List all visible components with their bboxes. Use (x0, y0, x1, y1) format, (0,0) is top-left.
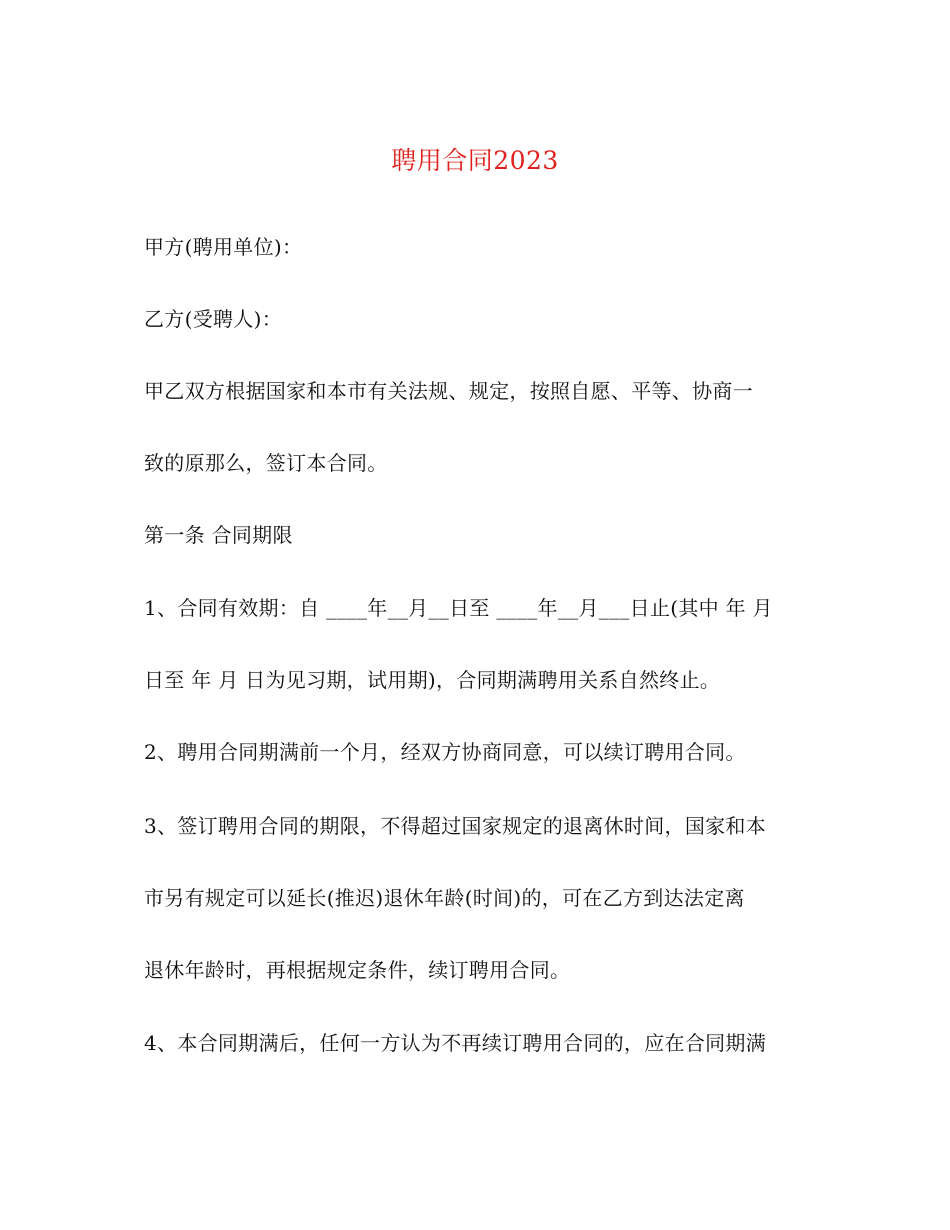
party-b-line: 乙方(受聘人)： (144, 307, 283, 331)
clause-3-line-1: 3、签订聘用合同的期限，不得超过国家规定的退离休时间，国家和本 (144, 814, 767, 838)
intro-line-2: 致的原那么，签订本合同。 (144, 451, 388, 475)
clause-3-line-3: 退休年龄时，再根据规定条件，续订聘用合同。 (144, 958, 571, 982)
intro-line-1: 甲乙双方根据国家和本市有关法规、规定，按照自愿、平等、协商一 (144, 379, 753, 403)
party-a-line: 甲方(聘用单位)： (144, 235, 303, 259)
document-title: 聘用合同2023 (391, 146, 559, 175)
clause-1-line-1: 1、合同有效期：自 ____年__月__日至 ____年__月___日止(其中 年 月 (144, 596, 773, 620)
clause-2-line: 2、聘用合同期满前一个月，经双方协商同意，可以续订聘用合同。 (144, 740, 746, 764)
clause-1-line-2: 日至 年 月 日为见习期，试用期)，合同期满聘用关系自然终止。 (144, 668, 721, 692)
clause-4-line-1: 4、本合同期满后，任何一方认为不再续订聘用合同的，应在合同期满 (144, 1031, 767, 1055)
article-1-heading: 第一条 合同期限 (144, 523, 293, 547)
clause-3-line-2: 市另有规定可以延长(推迟)退休年龄(时间)的，可在乙方到达法定离 (144, 886, 745, 910)
